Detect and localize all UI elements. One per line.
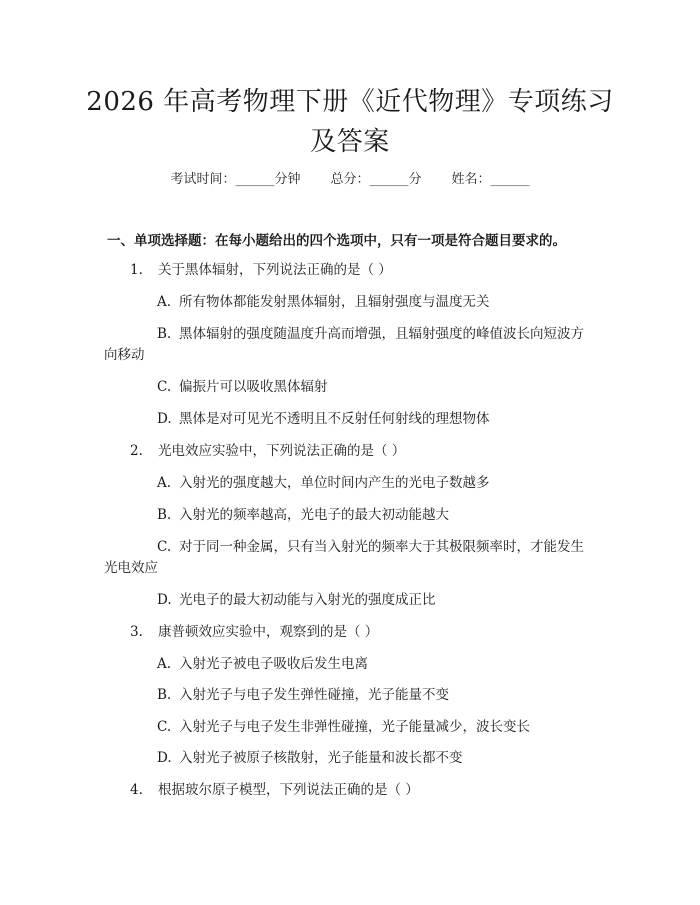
- option: [157, 749, 463, 767]
- option-letter: A.: [157, 656, 172, 672]
- option-letter: D.: [157, 750, 172, 766]
- option-text: 对于同一种金属，只有当入射光的频率大于其极限频率时，才能发生: [179, 539, 584, 555]
- option-continuation: 光电效应: [104, 560, 158, 576]
- question-number: 3.: [130, 624, 143, 640]
- option-letter: A.: [157, 294, 172, 310]
- option-text: 所有物体都能发射黑体辐射，且辐射强度与温度无关: [179, 294, 490, 310]
- option-text: 入射光子与电子发生弹性碰撞，光子能量不变: [179, 687, 449, 703]
- question-text: 康普顿效应实验中，观察到的是（ ）: [158, 624, 379, 640]
- question-text: 光电效应实验中，下列说法正确的是（ ）: [158, 443, 406, 459]
- question-number: 2.: [130, 443, 143, 459]
- total-score-field: 总分：______分: [330, 172, 422, 187]
- option: [157, 293, 490, 311]
- option-letter: B.: [157, 507, 172, 523]
- option-text: 黑体辐射的强度随温度升高而增强，且辐射强度的峰值波长向短波方: [179, 326, 584, 342]
- question-text: 关于黑体辐射，下列说法正确的是（ ）: [158, 262, 392, 278]
- question-stem: [130, 442, 405, 460]
- document-title: [60, 82, 640, 162]
- option-letter: D.: [157, 592, 172, 608]
- option-text: 偏振片可以吸收黑体辐射: [179, 379, 328, 395]
- section-heading: 一、单项选择题：在每小题给出的四个选项中，只有一项是符合题目要求的。: [107, 233, 566, 249]
- option: [157, 591, 436, 609]
- option: [157, 410, 490, 428]
- option: [157, 538, 584, 556]
- exam-time-field: 考试时间：______分钟: [170, 172, 301, 187]
- option-letter: B.: [157, 326, 172, 342]
- option: [157, 474, 490, 492]
- option-letter: C.: [157, 719, 172, 735]
- option: [157, 506, 449, 524]
- title-line-1: 2026 年高考物理下册《近代物理》专项练习: [86, 87, 614, 117]
- question-number: 1.: [130, 262, 143, 278]
- question-number: 4.: [130, 782, 143, 798]
- option: [157, 378, 328, 396]
- option: [157, 718, 530, 736]
- option-letter: A.: [157, 475, 172, 491]
- option-text: 入射光子被电子吸收后发生电离: [179, 656, 368, 672]
- exam-meta: [0, 168, 700, 187]
- question-stem: [130, 623, 378, 641]
- option-letter: C.: [157, 539, 172, 555]
- option: [157, 325, 584, 343]
- option-text: 黑体是对可见光不透明且不反射任何射线的理想物体: [179, 411, 490, 427]
- question-stem: [130, 261, 392, 279]
- student-name-field: 姓名：______: [451, 172, 530, 187]
- option-text: 入射光子与电子发生非弹性碰撞，光子能量减少，波长变长: [179, 719, 530, 735]
- option-letter: D.: [157, 411, 172, 427]
- question-stem: [130, 781, 419, 799]
- option-text: 光电子的最大初动能与入射光的强度成正比: [179, 592, 436, 608]
- option-text: 入射光的强度越大，单位时间内产生的光电子数越多: [179, 475, 490, 491]
- option-continuation: 向移动: [104, 347, 145, 363]
- option-letter: C.: [157, 379, 172, 395]
- option-text: 入射光的频率越高，光电子的最大初动能越大: [179, 507, 449, 523]
- option-letter: B.: [157, 687, 172, 703]
- question-text: 根据玻尔原子模型，下列说法正确的是（ ）: [158, 782, 419, 798]
- option-text: 入射光子被原子核散射，光子能量和波长都不变: [179, 750, 463, 766]
- option: [157, 686, 449, 704]
- title-line-2: 及答案: [310, 127, 390, 157]
- option: [157, 655, 368, 673]
